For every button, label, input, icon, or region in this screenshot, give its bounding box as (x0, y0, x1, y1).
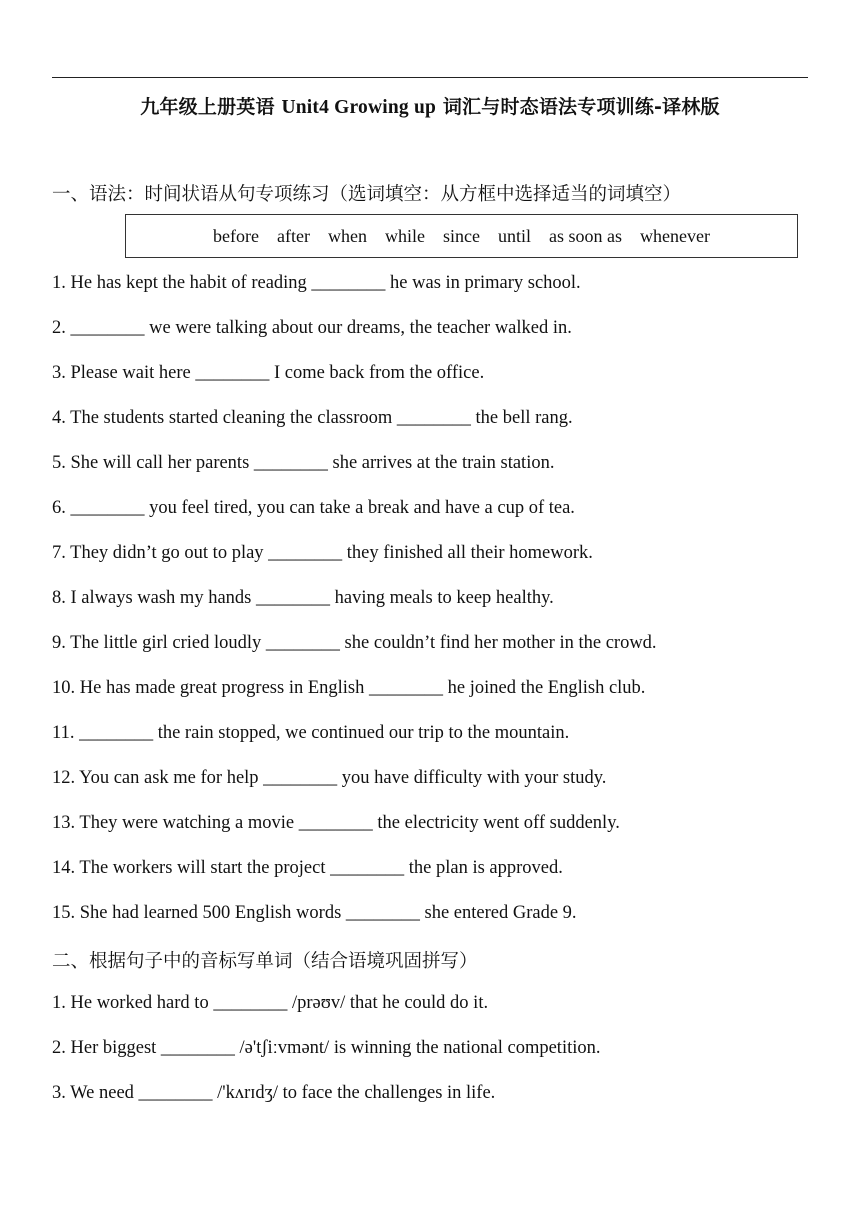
question-item: 10. He has made great progress in English ________ he joined the English club. (52, 678, 646, 698)
question-item: 1. He has kept the habit of reading ________ he was in primary school. (52, 273, 581, 293)
page-title (52, 92, 808, 119)
question-item: 14. The workers will start the project ________ the plan is approved. (52, 858, 563, 878)
question-item: 5. She will call her parents ________ she arrives at the train station. (52, 453, 555, 473)
title-suffix: 词汇与时态语法专项训练-译林版 (436, 96, 720, 118)
title-prefix: 九年级上册英语 (140, 96, 282, 118)
word-list (126, 215, 797, 257)
word-option: as soon as (548, 225, 622, 246)
question-item: 8. I always wash my hands ________ having meals to keep healthy. (52, 588, 554, 608)
section1-heading: 一、语法：时间状语从句专项练习（选词填空：从方框中选择适当的词填空） (52, 184, 682, 205)
question-item: 3. We need ________ /'kʌrɪdʒ/ to face the challenges in life. (52, 1083, 496, 1103)
question-item: 9. The little girl cried loudly ________ she couldn’t find her mother in the crowd. (52, 633, 657, 653)
title-latin: Unit4 Growing up (281, 97, 437, 118)
question-item: 4. The students started cleaning the classroom ________ the bell rang. (52, 408, 573, 428)
question-item: 11. ________ the rain stopped, we continued our trip to the mountain. (52, 723, 570, 743)
question-item: 12. You can ask me for help ________ you have difficulty with your study. (52, 768, 607, 788)
word-option: since (442, 225, 480, 246)
word-option: while (384, 225, 425, 246)
question-item: 2. Her biggest ________ /ə'tʃiːvmənt/ is winning the national competition. (52, 1038, 601, 1058)
question-item: 3. Please wait here ________ I come back from the office. (52, 363, 485, 383)
word-option: until (497, 225, 531, 246)
question-item: 13. They were watching a movie ________ the electricity went off suddenly. (52, 813, 620, 833)
question-item: 1. He worked hard to ________ /prəʊv/ that he could do it. (52, 993, 489, 1013)
word-box (125, 214, 798, 258)
word-option: after (277, 225, 310, 246)
question-item: 6. ________ you feel tired, you can take a break and have a cup of tea. (52, 498, 575, 518)
header-rule (52, 77, 808, 78)
question-item: 15. She had learned 500 English words ________ she entered Grade 9. (52, 903, 577, 923)
section2-heading: 二、根据句子中的音标写单词（结合语境巩固拼写） (52, 951, 478, 972)
question-item: 2. ________ we were talking about our dreams, the teacher walked in. (52, 318, 572, 338)
question-item: 7. They didn’t go out to play ________ they finished all their homework. (52, 543, 593, 563)
word-option: whenever (639, 225, 710, 246)
word-option: before (213, 225, 260, 246)
word-option: when (327, 225, 367, 246)
